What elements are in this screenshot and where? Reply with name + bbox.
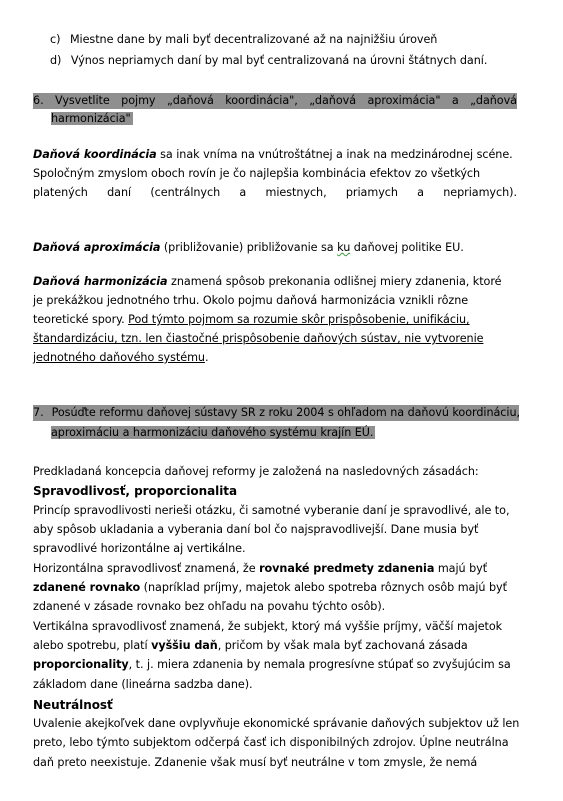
harmonizacia-line3 [33,312,470,328]
word: (centrálnych [150,186,221,199]
p2-line1 [33,561,487,577]
word: priamych [345,186,398,199]
text: spravodlivé horizontálne aj vertikálne. [33,542,246,555]
term-aproximacia: Daňová aproximácia [33,241,161,254]
list-text: Miestne dane by mali byť decentralizované až na najnižšiu úroveň [69,33,438,46]
question-number: 6. [33,94,44,107]
q6-word: a [451,94,459,107]
q7-text: aproximáciu a harmonizáciu daňového systému krajín EÚ. [51,426,374,439]
q6-word: Vysvetlite [55,94,110,107]
q7-text: Posúďte reformu daňovej sústavy SR z roku 2004 s ohľadom na daňovú koordináciu, [51,406,521,419]
word: platených [33,186,88,199]
underlined-text: jednotného daňového systému [33,351,205,364]
p1-line2 [33,522,478,538]
bold-text: rovnaké predmety zdanenia [259,562,435,575]
p1-line1 [33,503,509,519]
word: miestnych, [265,186,327,199]
q6-word: koordinácia", [225,94,298,107]
text: Uvalenie akejkoľvek dane ovplyvňuje ekonomické správanie daňových subjektov už len [33,717,520,730]
p4-line3 [33,755,477,771]
spellcheck-word: ku [337,241,351,254]
harmonizacia-line4 [33,331,483,347]
koordinacia-line1 [33,147,513,163]
p1-line3 [33,541,246,557]
q6-word: „daňová [470,94,517,107]
list-text: Výnos nepriamych daní by mal byť centralizovaná na úrovni štátnych daní. [70,54,488,67]
harmonizacia-line2 [33,293,468,309]
text: je prekážkou jednotného trhu. Okolo pojmu daňová harmonizácia vznikli rôzne [33,294,469,307]
text: daňovej politike EU. [350,241,464,254]
list-marker: c) [50,33,61,46]
list-item-d [50,53,487,69]
text: (približovanie) približovanie sa [160,241,338,254]
list-marker: d) [50,54,62,67]
koordinacia-line2 [33,166,480,182]
question-7-highlight [33,405,519,421]
term-koordinacia: Daňová koordinácia [33,148,157,161]
text: sa inak vníma na vnútroštátnej a inak na medzinárodnej scéne. [156,148,513,161]
p4-line1 [33,716,519,732]
text: Predkladaná koncepcia daňovej reformy je založená na nasledovných zásadách: [33,465,479,478]
bold-text: proporcionality [33,658,129,671]
word: daní [107,186,132,199]
harmonizacia-line1 [33,274,501,290]
intro-paragraph [33,464,479,480]
q6-word: „daňová [166,94,214,107]
heading-text: Neutrálnosť [33,698,113,712]
q6-word: „daňová [309,94,357,107]
text: Horizontálna spravodlivosť znamená, že [33,562,260,575]
p4-line2 [33,735,509,751]
question-7-line1 [33,405,519,421]
word: a [239,186,247,199]
aproximacia-paragraph [33,240,464,256]
heading-spravodlivost [33,483,237,499]
text: Princíp spravodlivosti nerieši otázku, či samotné vyberanie daní je spravodlivé, ale to, [33,504,510,517]
underlined-text: Pod týmto pojmom sa rozumie skôr prispôsobenie, unifikáciu, [128,313,470,326]
bold-text: zdanené rovnako [33,581,141,594]
word: nepriamych). [443,186,517,199]
text: alebo spotrebu, platí [33,639,152,652]
q6-word: pojmy [121,94,156,107]
text: aby spôsob ukladania a vyberania daní bol čo najspravodlivejší. Dane musia byť [33,523,479,536]
text: , pričom by však mala byť zachovaná zásada [217,639,468,652]
list-item-c [50,32,437,48]
question-6-line1 [33,93,517,109]
p3-line3 [33,657,511,673]
koordinacia-line3 [33,185,517,201]
p3-line4 [33,677,253,693]
heading-neutralnost [33,697,113,713]
bold-text: vyššiu daň [151,639,218,652]
q6-word: aproximácia" [367,94,441,107]
q6-line2-text: harmonizácia" [51,112,131,125]
heading-text: Spravodlivosť, proporcionalita [33,484,237,498]
text: Vertikálna spravodlivosť znamená, že subjekt, ktorý má vyššie príjmy, väčší majetok [33,620,503,633]
p3-line1 [33,619,502,635]
word: a [417,186,424,199]
question-7-line2 [51,425,375,441]
question-number: 7. [33,406,44,419]
p2-line3 [33,599,385,615]
text: (napríklad príjmy, majetok alebo spotreba rôznych osôb majú byť [140,581,507,594]
underlined-text: štandardizáciu, tzn. len čiastočné prispôsobenie daňových sústav, nie vytvorenie [33,332,484,345]
question-6-line2 [51,111,133,127]
text: , t. j. miera zdanenia by nemala progresívne stúpať so zvyšujúcim sa [128,658,511,671]
text: majú byť [434,562,488,575]
term-harmonizacia: Daňová harmonizácia [33,275,168,288]
p2-line2 [33,580,507,596]
text: teoretické spory. [33,313,129,326]
text: základom dane (lineárna sadzba dane). [33,678,253,691]
text: . [204,351,209,364]
text: zdanené v zásade rovnako bez ohľadu na povahu týchto osôb). [33,600,386,613]
text: Spoločným zmyslom oboch rovín je čo najlepšia kombinácia efektov zo všetkých [33,167,481,180]
text: preto, lebo týmto subjektom odčerpá časť ich disponibilných zdrojov. Úplne neutrálna [33,736,509,749]
text: znamená spôsob prekonania odlišnej miery zdanenia, ktoré [167,275,502,288]
harmonizacia-line5 [33,350,208,366]
p3-line2 [33,638,468,654]
text: daň preto neexistuje. Zdanenie však musí byť neutrálne v tom zmysle, že nemá [33,756,478,769]
